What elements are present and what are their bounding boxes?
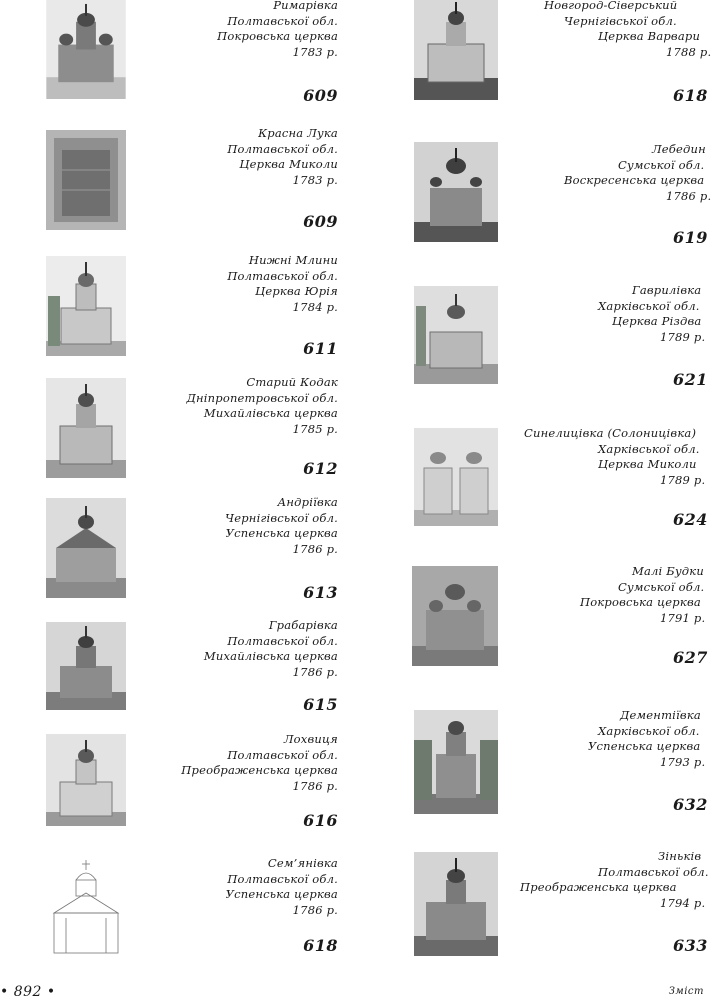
region: Полтавської обл.: [227, 268, 338, 283]
church-photo: [414, 0, 498, 100]
church-name: Успенська церква: [225, 526, 338, 540]
church-name: Преображенська церква: [181, 763, 338, 777]
place-name: Малі Будки: [632, 564, 704, 578]
year: 1789 р.: [660, 472, 706, 487]
entry-caption: [227, 253, 338, 315]
entry-caption: [225, 495, 338, 557]
church-photo: [46, 0, 126, 99]
year: 1783 р.: [292, 172, 338, 187]
church-name: Церква Різдва: [612, 314, 702, 328]
church-photo: [412, 566, 498, 666]
entry-caption: [520, 708, 706, 770]
year: 1791 р.: [660, 610, 706, 625]
region: Полтавської обл.: [227, 747, 338, 762]
page-number: • 892 •: [0, 984, 56, 1000]
place-name: Гаврилівка: [632, 283, 702, 297]
church-photo-icon: [46, 498, 126, 598]
entry-caption: [186, 375, 338, 437]
church-photo-icon: [414, 142, 498, 242]
church-photo: [46, 378, 126, 478]
year: 1786 р.: [292, 664, 338, 679]
region: Полтавської обл.: [227, 871, 338, 886]
region: Полтавської обл.: [598, 864, 709, 879]
place-name: Римарівка: [273, 0, 338, 12]
page-ref-link[interactable]: 632: [673, 795, 708, 814]
church-photo-icon: [46, 378, 126, 478]
place-name: Лохвиця: [283, 732, 338, 746]
page-ref-link[interactable]: 619: [673, 228, 708, 247]
page-ref-link[interactable]: 612: [303, 459, 338, 478]
page-ref-link[interactable]: 609: [303, 212, 338, 231]
church-photo-icon: [414, 428, 498, 526]
year: 1783 р.: [292, 44, 338, 59]
year: 1784 р.: [292, 299, 338, 314]
page-ref-link[interactable]: 609: [303, 86, 338, 105]
iconostasis-icon: [46, 130, 126, 230]
place-name: Андріївка: [277, 495, 338, 509]
church-name: Покровська церква: [580, 595, 701, 609]
place-name: Лебедин: [652, 142, 706, 156]
church-name: Успенська церква: [225, 887, 338, 901]
church-photo-icon: [414, 0, 498, 100]
church-photo-icon: [46, 0, 126, 99]
place-name: Сем’янівка: [267, 856, 338, 870]
church-photo-icon: [412, 566, 498, 666]
church-photo: [414, 428, 498, 526]
iconostasis-photo: [46, 130, 126, 230]
region: Полтавської обл.: [227, 13, 338, 28]
place-name: Новгород-Сіверський: [544, 0, 678, 12]
page-ref-link[interactable]: 616: [303, 811, 338, 830]
church-photo-icon: [414, 710, 498, 814]
page-ref-link[interactable]: 627: [673, 648, 708, 667]
church-photo-icon: [414, 286, 498, 384]
church-name: Церква Миколи: [239, 157, 338, 171]
region: Полтавської обл.: [227, 633, 338, 648]
page-ref-link[interactable]: 615: [303, 695, 338, 714]
church-photo: [414, 710, 498, 814]
page-ref-link[interactable]: 613: [303, 583, 338, 602]
region: Харківської обл.: [598, 723, 700, 738]
page-ref-link[interactable]: 624: [673, 510, 708, 529]
place-name: Дементіївка: [620, 708, 701, 722]
running-head: Зміст: [668, 986, 704, 997]
church-name: Михайлівська церква: [203, 406, 338, 420]
entry-caption: [204, 618, 338, 680]
region: Дніпропетровської обл.: [186, 390, 338, 405]
place-name: Старий Кодак: [246, 375, 338, 389]
year: 1793 р.: [660, 754, 706, 769]
region: Сумської обл.: [618, 579, 705, 594]
church-name: Успенська церква: [588, 739, 701, 753]
entry-caption: [227, 126, 338, 188]
entry-caption: [520, 0, 711, 60]
church-name: Преображенська церква: [520, 880, 677, 894]
church-photo: [46, 256, 126, 356]
entry-caption: [520, 849, 709, 911]
page-ref-link[interactable]: 618: [673, 86, 708, 105]
church-photo-icon: [46, 622, 126, 710]
entry-caption: [226, 856, 338, 918]
church-name: Церква Юрія: [255, 284, 338, 298]
region: Полтавської обл.: [227, 141, 338, 156]
region: Чернігівської обл.: [225, 510, 338, 525]
church-photo-icon: [46, 734, 126, 826]
place-name: Нижні Млини: [248, 253, 338, 267]
church-photo-icon: [414, 852, 498, 956]
place-name: Синелицівка (Солоницівка): [524, 426, 697, 440]
church-drawing: [46, 858, 126, 958]
entry-caption: [520, 564, 706, 626]
church-drawing-icon: [46, 858, 126, 958]
place-name: Зіньків: [658, 849, 702, 863]
entry-caption: [520, 142, 711, 204]
year: 1786 р.: [292, 902, 338, 917]
year: 1788 р.: [666, 44, 711, 59]
place-name: Грабарівка: [268, 618, 338, 632]
entry-caption: [520, 426, 706, 488]
place-name: Красна Лука: [258, 126, 338, 140]
church-photo: [414, 286, 498, 384]
church-photo: [46, 498, 126, 598]
church-name: Михайлівська церква: [203, 649, 338, 663]
church-photo: [414, 142, 498, 242]
year: 1785 р.: [292, 421, 338, 436]
church-name: Покровська церква: [217, 29, 338, 43]
region: Харківської обл.: [598, 441, 700, 456]
church-name: Церква Миколи: [598, 457, 697, 471]
year: 1786 р.: [666, 188, 711, 203]
region: Сумської обл.: [618, 157, 705, 172]
region: Чернігівської обл.: [564, 13, 677, 28]
entry-caption: [520, 283, 706, 345]
entry-caption: [217, 0, 338, 60]
page-ref-link[interactable]: 621: [673, 370, 708, 389]
page-ref-link[interactable]: 611: [303, 339, 338, 358]
church-photo: [414, 852, 498, 956]
region: Харківської обл.: [598, 298, 700, 313]
year: 1794 р.: [660, 895, 706, 910]
year: 1786 р.: [292, 778, 338, 793]
church-photo: [46, 622, 126, 710]
page-ref-link[interactable]: 618: [303, 936, 338, 955]
church-photo: [46, 734, 126, 826]
entry-caption: [181, 732, 338, 794]
church-name: Воскресенська церква: [564, 173, 705, 187]
church-name: Церква Варвари: [598, 29, 701, 43]
church-photo-icon: [46, 256, 126, 356]
year: 1786 р.: [292, 541, 338, 556]
page-ref-link[interactable]: 633: [673, 936, 708, 955]
year: 1789 р.: [660, 329, 706, 344]
